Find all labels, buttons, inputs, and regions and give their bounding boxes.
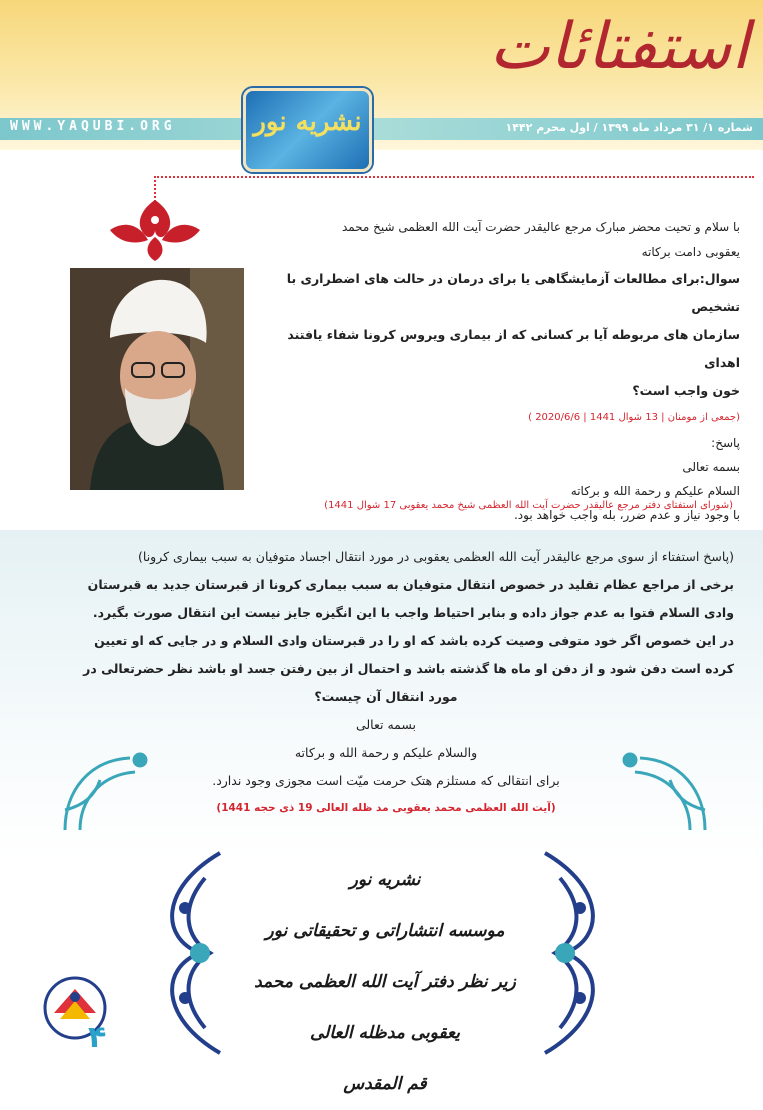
portrait-photo	[70, 268, 244, 490]
question-text: مورد انتقال آن چیست؟	[314, 689, 458, 704]
bismillah: بسمه تعالی	[355, 717, 417, 732]
answer-block	[262, 431, 740, 527]
greeting: یعقوبی دامت برکاته	[641, 245, 740, 259]
first-fatwa	[262, 215, 740, 527]
first-fatwa-signature: (شورای استفتای دفتر مرجع عالیقدر حضرت آیت الله العظمی شیخ محمد یعقوبی 17 شوال 1441)	[324, 500, 733, 511]
salam: والسلام علیکم و رحمة الله و برکاته	[294, 745, 478, 760]
publication-title: نشریه نور	[253, 107, 362, 137]
website-link[interactable]: WWW.YAQUBI.ORG	[10, 119, 176, 134]
second-fatwa-signature: (آیت الله العظمی محمد یعقوبی مد ظله العالی 19 ذی حجه 1441)	[216, 802, 556, 814]
asker-info: (جمعی از مومنان | 13 شوال 1441 | 2020/6/6 )	[528, 412, 740, 423]
teal-corner-ornament-icon	[60, 750, 170, 835]
intro-text: (پاسخ استفتاء از سوی مرجع عالیقدر آیت الله العظمی یعقوبی در مورد انتقال اجساد متوفیان به سبب بیماری کرونا)	[138, 549, 734, 564]
salam: السلام علیکم و رحمة الله و برکاته	[570, 484, 740, 498]
page-number: ۴	[88, 1020, 107, 1055]
teal-corner-ornament-icon	[600, 750, 710, 835]
footer-line: نشریه نور	[349, 870, 421, 890]
blue-side-ornament-icon	[530, 848, 625, 1058]
publication-logo-tile	[243, 88, 372, 172]
footer-line: زیر نظر دفتر آیت الله العظمی محمد یعقوبی مدظله العالی	[254, 972, 516, 1043]
answer-text: برای انتقالی که مستلزم هتک حرمت میّت است مجوزی وجود ندارد.	[212, 773, 560, 788]
question-text: برخی از مراجع عظام تقلید در خصوص انتقال متوفیان به سبب بیماری کرونا از قبرستان جدید به قبرستان	[87, 577, 734, 592]
dotted-divider	[154, 176, 754, 178]
issue-info: شماره ۱/ ۳۱ مرداد ماه ۱۳۹۹ / اول محرم ۱۴۴۲	[505, 121, 753, 134]
greeting: با سلام و تحیت محضر مبارک مرجع عالیقدر حضرت آیت الله العظمی شیخ محمد	[341, 220, 740, 234]
red-floral-ornament-icon	[100, 195, 210, 265]
question-text: در این خصوص اگر خود متوفی وصیت کرده باشد که او را در قبرستان وادی السلام و در جایی که او تعیین	[94, 633, 734, 648]
footer-line: قم المقدس	[343, 1074, 427, 1094]
question-text: کرده است دفن شود و از دفن او ماه ها گذشته باشد و احتمال از بین رفتن جسد او باشد نظر حضرتعالی در	[83, 661, 734, 676]
answer-label: پاسخ:	[711, 436, 740, 450]
answer-text: با وجود نیاز و عدم ضرر، بله واجب خواهد بود.	[513, 508, 740, 522]
question-text: وادی السلام فتوا به عدم جواز داده و بنابر احتیاط واجب با این انگیزه جایز نیست این انتقال صورت بگیرد.	[92, 605, 734, 620]
question-text: خون واجب است؟	[632, 383, 740, 398]
bismillah: بسمه تعالی	[682, 460, 740, 474]
footer-credits	[250, 855, 520, 1110]
masthead-title: استفتائات	[489, 10, 749, 84]
question-text: سازمان های مربوطه آیا بر کسانی که از بیماری ویروس کرونا شفاء یافتند اهدای	[287, 327, 740, 370]
question-text: سوال:برای مطالعات آزمایشگاهی یا برای درمان در حالت های اضطراری با تشخیص	[286, 271, 740, 314]
footer-line: موسسه انتشاراتی و تحقیقاتی نور	[265, 921, 505, 941]
blue-side-ornament-icon	[140, 848, 235, 1058]
